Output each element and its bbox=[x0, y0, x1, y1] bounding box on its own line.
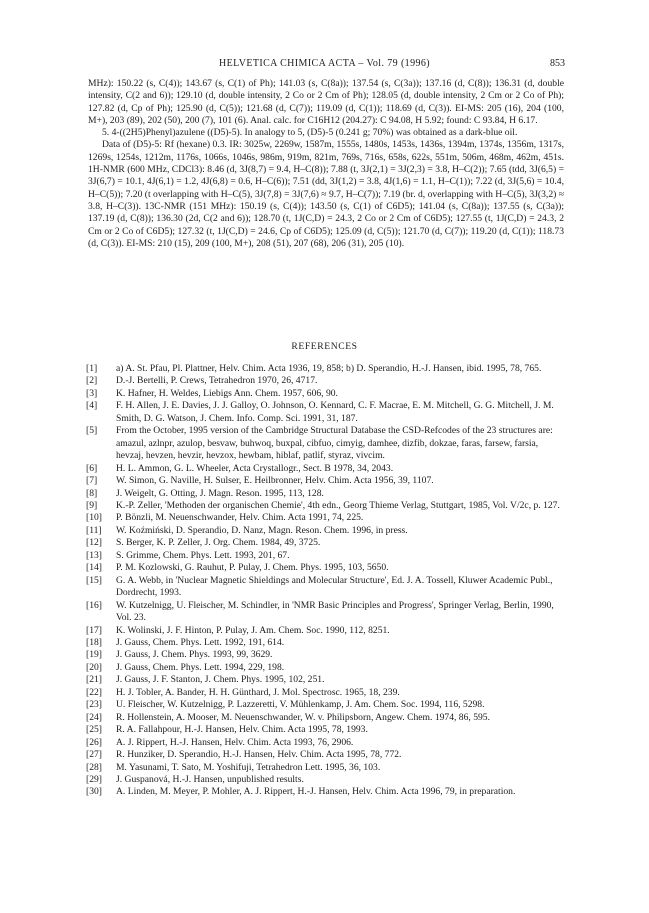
reference-text: From the October, 1995 version of the Cambridge Structural Database the CSD-Refcodes of the 23 structures are: amazul, azlnpr, azulop, besvaw, buhwoq, buxpal, cibfuo, cimyig, damhee, dizfib, dokzae, faras, farsew, farsia, hevzaj, hevzen, hevzir, hevzox, hewbam, hiblaf, patlif, styraz, vivcim. bbox=[116, 425, 553, 462]
reference-item bbox=[86, 425, 564, 462]
reference-number: [7] bbox=[86, 475, 98, 487]
reference-number: [2] bbox=[86, 375, 98, 387]
reference-item bbox=[86, 512, 564, 524]
reference-text: U. Fleischer, W. Kutzelnigg, P. Lazzeretti, V. Mühlenkamp, J. Am. Chem. Soc. 1994, 116, 5298. bbox=[116, 699, 485, 711]
reference-item bbox=[86, 475, 564, 487]
reference-number: [27] bbox=[86, 749, 102, 761]
reference-item bbox=[86, 637, 564, 649]
reference-item bbox=[86, 375, 564, 387]
reference-number: [9] bbox=[86, 499, 98, 511]
reference-item bbox=[86, 749, 564, 761]
reference-number: [20] bbox=[86, 661, 102, 673]
reference-number: [22] bbox=[86, 686, 102, 698]
reference-number: [1] bbox=[86, 363, 98, 374]
reference-number: [29] bbox=[86, 773, 102, 785]
reference-text: A. Linden, M. Meyer, P. Mohler, A. J. Rippert, H.-J. Hansen, Helv. Chim. Acta 1996, 79, in preparation. bbox=[116, 786, 516, 798]
reference-item bbox=[86, 600, 564, 625]
reference-number: [28] bbox=[86, 761, 102, 773]
reference-number: [4] bbox=[86, 400, 98, 412]
reference-number: [6] bbox=[86, 462, 98, 474]
reference-text: R. Hunziker, D. Sperandio, H.-J. Hansen, Helv. Chim. Acta 1995, 78, 772. bbox=[116, 749, 402, 761]
reference-item bbox=[86, 687, 564, 699]
reference-number: [30] bbox=[86, 786, 102, 798]
reference-text: a) A. St. Pfau, Pl. Plattner, Helv. Chim. Acta 1936, 19, 858; b) D. Sperandio, H.-J. Hansen, ibid. 1995, 78, 765. bbox=[116, 363, 542, 374]
paragraph-compound-data: Data of (D5)-5: Rf (hexane) 0.3. IR: 3025w, 2269w, 1587m, 1555s, 1480s, 1453s, 1436s, 1394m, 1374s, 1356m, 1317s, 1269s, 1254s, 1212m, 1176s, 1066s, 1046s, 986m, 919m, 821m, 769s, 716s, 658s, 622s, 551m, 506m, 468m, 462m, 451s. 1H-NMR (600 MHz, CDCl3): 8.46 (d, 3J(8,7) = 9.4, H–C(8)); 7.88 (t, 3J(2,1) = 3J(2,3) = 3.8, H–C(2)); 7.65 (tdd, 3J(6,5) = 3J(6,7) = 10.1, 4J(6,1) = 1.2, 4J(6,8) = 0.6, H–C(6)); 7.51 (dd, 3J(1,2) = 3.8, 4J(1,6) = 1.1, H–C(1)); 7.22 (d, 3J(5,6) = 10.4, H–C(5)); 7.20 (t overlapping with H–C(5), 3J(7,8) = 3J(7,6) ≈ 9.7, H–C(7)); 7.19 (br. d, overlapping with H–C(5), 3J(3,2) ≈ 3.8, H–C(3)). 13C-NMR (151 MHz): 150.19 (s, C(4)); 143.50 (s, C(1) of C6D5); 141.04 (s, C(8a)); 137.55 (s, C(3a)); 137.19 (d, C(8)); 136.30 (2d, C(2 and 6)); 128.70 (t, 1J(C,D) = 24.3, 2 Co or 2 Cm of C6D5); 127.55 (t, 1J(C,D) = 24.3, 2 Cm or 2 Co of C6D5); 127.32 (t, 1J(C,D) = 24.6, Cp of C6D5); 125.09 (d, C(5)); 121.70 (d, C(7)); 119.20 (d, C(1)); 118.73 (d, C(3)). EI-MS: 210 (15), 209 (100, M+), 208 (51), 207 (68), 206 (31), 205 (10). bbox=[88, 139, 564, 249]
reference-item bbox=[86, 463, 564, 475]
reference-text: G. A. Webb, in 'Nuclear Magnetic Shieldings and Molecular Structure', Ed. J. A. Tossell, Kluwer Academic Publ., Dordrecht, 1993. bbox=[116, 574, 553, 599]
reference-item bbox=[86, 712, 564, 724]
reference-item bbox=[86, 525, 564, 537]
reference-text: R. Hollenstein, A. Mooser, M. Neuenschwander, W. v. Philipsborn, Angew. Chem. 1974, 86, 595. bbox=[116, 711, 490, 723]
reference-item bbox=[86, 762, 564, 774]
reference-text: S. Grimme, Chem. Phys. Lett. 1993, 201, 67. bbox=[116, 549, 290, 561]
reference-list bbox=[86, 363, 564, 799]
reference-text: J. Gauss, J. Chem. Phys. 1993, 99, 3629. bbox=[116, 649, 273, 661]
reference-text: J. Gauss, Chem. Phys. Lett. 1994, 229, 198. bbox=[116, 661, 285, 673]
journal-title: HELVETICA CHIMICA ACTA – Vol. 79 (1996) bbox=[218, 58, 431, 69]
reference-item bbox=[86, 400, 564, 425]
reference-number: [10] bbox=[86, 512, 102, 524]
reference-number: [12] bbox=[86, 537, 102, 549]
reference-number: [15] bbox=[86, 574, 102, 586]
reference-item bbox=[86, 649, 564, 661]
reference-number: [5] bbox=[86, 425, 98, 437]
reference-text: D.-J. Bertelli, P. Crews, Tetrahedron 1970, 26, 4717. bbox=[116, 375, 318, 387]
reference-item bbox=[86, 550, 564, 562]
reference-text: J. Guspanová, H.-J. Hansen, unpublished results. bbox=[116, 773, 304, 785]
reference-number: [16] bbox=[86, 599, 102, 611]
reference-text: H. L. Ammon, G. L. Wheeler, Acta Crystallogr., Sect. B 1978, 34, 2043. bbox=[116, 462, 394, 474]
reference-number: [21] bbox=[86, 674, 102, 686]
reference-text: F. H. Allen, J. E. Davies, J. J. Galloy, O. Johnson, O. Kennard, C. F. Macrae, E. M. Mitchell, G. G. Mitchell, J. M. Smith, D. G. Watson, J. Chem. Info. Comp. Sci. 1991, 31, 187. bbox=[116, 400, 554, 424]
reference-number: [13] bbox=[86, 549, 102, 561]
reference-text: K. Wolinski, J. F. Hinton, P. Pulay, J. Am. Chem. Soc. 1990, 112, 8251. bbox=[116, 624, 390, 636]
reference-number: [24] bbox=[86, 711, 102, 723]
reference-number: [8] bbox=[86, 487, 98, 499]
reference-number: [17] bbox=[86, 624, 102, 636]
reference-text: A. J. Rippert, H.-J. Hansen, Helv. Chim. Acta 1993, 76, 2906. bbox=[116, 736, 354, 748]
paragraph-nmr-continuation: MHz): 150.22 (s, C(4)); 143.67 (s, C(1) of Ph); 141.03 (s, C(8a)); 137.54 (s, C(3a)); 137.16 (d, C(8)); 136.31 (d, double intensity, C(2 and 6)); 129.10 (d, double intensity, 2 Co or 2 Cm of Ph); 128.05 (d, double intensity, 2 Cm or 2 Co of Ph); 127.82 (d, Cp of Ph); 125.90 (d, C(5)); 121.68 (d, C(7)); 119.09 (d, C(1)); 118.69 (d, C(3)). EI-MS: 205 (16), 204 (100, M+), 203 (89), 202 (50), 200 (7), 101 (6). Anal. calc. for C16H12 (204.27): C 94.08, H 5.92; found: C 93.84, H 6.17. bbox=[88, 78, 564, 126]
paragraph-compound-prep: 5. 4-((2H5)Phenyl)azulene ((D5)-5). In analogy to 5, (D5)-5 (0.241 g; 70%) was obtained as a dark-blue oil. bbox=[102, 127, 518, 139]
reference-text: K. Hafner, H. Weldes, Liebigs Ann. Chem. 1957, 606, 90. bbox=[116, 387, 338, 399]
reference-item bbox=[86, 699, 564, 711]
reference-item bbox=[86, 363, 564, 375]
reference-item bbox=[86, 388, 564, 400]
reference-number: [26] bbox=[86, 736, 102, 748]
reference-text: W. Simon, G. Naville, H. Sulser, E. Heilbronner, Helv. Chim. Acta 1956, 39, 1107. bbox=[116, 475, 434, 487]
reference-number: [11] bbox=[86, 524, 102, 536]
reference-text: M. Yasunami, T. Sato, M. Yoshifuji, Tetrahedron Lett. 1995, 36, 103. bbox=[116, 761, 381, 773]
reference-item bbox=[86, 488, 564, 500]
experimental-text bbox=[88, 78, 564, 250]
reference-number: [23] bbox=[86, 699, 102, 711]
reference-text: P. M. Kozlowski, G. Rauhut, P. Pulay, J. Chem. Phys. 1995, 103, 5650. bbox=[116, 562, 389, 574]
reference-item bbox=[86, 537, 564, 549]
reference-item bbox=[86, 774, 564, 786]
reference-item bbox=[86, 575, 564, 600]
reference-number: [3] bbox=[86, 387, 98, 399]
reference-text: W. Kutzelnigg, U. Fleischer, M. Schindler, in 'NMR Basic Principles and Progress', Springer Verlag, Berlin, 1990, Vol. 23. bbox=[116, 599, 554, 624]
reference-text: J. Gauss, J. F. Stanton, J. Chem. Phys. 1995, 102, 251. bbox=[116, 674, 325, 686]
reference-text: W. Koźmiński, D. Sperandio, D. Nanz, Magn. Reson. Chem. 1996, in press. bbox=[116, 524, 408, 536]
reference-text: K.-P. Zeller, 'Methoden der organischen Chemie', 4th edn., Georg Thieme Verlag, Stuttgart, 1985, Vol. V/2c, p. 127. bbox=[116, 499, 560, 511]
reference-item bbox=[86, 625, 564, 637]
reference-text: J. Gauss, Chem. Phys. Lett. 1992, 191, 614. bbox=[116, 636, 285, 648]
reference-text: J. Weigelt, G. Otting, J. Magn. Reson. 1995, 113, 128. bbox=[116, 487, 324, 499]
page-number: 853 bbox=[550, 58, 565, 69]
reference-text: H. J. Tobler, A. Bander, H. H. Günthard, J. Mol. Spectrosc. 1965, 18, 239. bbox=[116, 686, 400, 698]
reference-number: [25] bbox=[86, 724, 102, 736]
reference-text: S. Berger, K. P. Zeller, J. Org. Chem. 1984, 49, 3725. bbox=[116, 537, 321, 549]
reference-item bbox=[86, 674, 564, 686]
reference-item bbox=[86, 500, 564, 512]
reference-item bbox=[86, 562, 564, 574]
reference-item bbox=[86, 724, 564, 736]
reference-number: [19] bbox=[86, 649, 102, 661]
reference-number: [14] bbox=[86, 562, 102, 574]
reference-number: [18] bbox=[86, 636, 102, 648]
reference-item bbox=[86, 786, 564, 798]
reference-item bbox=[86, 737, 564, 749]
reference-text: R. A. Fallahpour, H.-J. Hansen, Helv. Chim. Acta 1995, 78, 1993. bbox=[116, 724, 368, 736]
reference-text: P. Bönzli, M. Neuenschwander, Helv. Chim. Acta 1991, 74, 225. bbox=[116, 512, 364, 524]
references-heading: REFERENCES bbox=[291, 341, 358, 352]
reference-item bbox=[86, 662, 564, 674]
